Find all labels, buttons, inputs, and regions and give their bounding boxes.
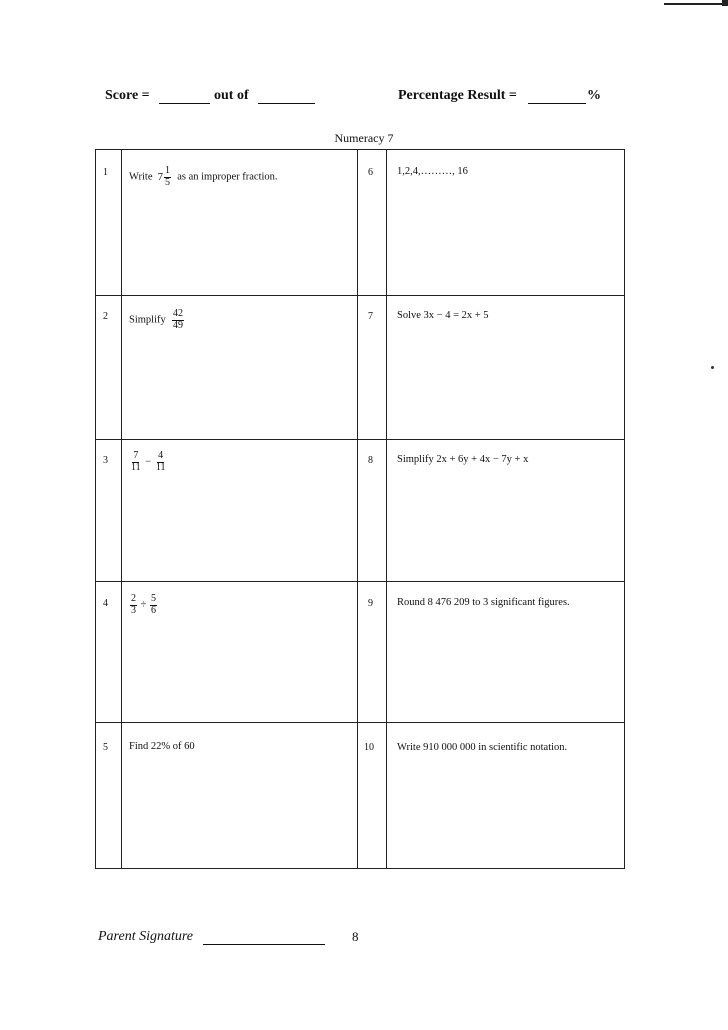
out-of-label: out of (214, 88, 249, 103)
question-text: Simplify $\frac{42}{49}$ (129, 308, 184, 331)
grid-divider (96, 581, 624, 582)
grid-divider (357, 150, 358, 868)
question-number: 3 (103, 455, 108, 466)
grid-divider (386, 150, 387, 868)
question-text: Write 910 000 000 in scientific notation. (397, 742, 568, 753)
fraction: $\frac{42}{49}$ (173, 308, 184, 331)
question-text: $\frac{7}{11}$ − $\frac{4}{11}$ (131, 450, 166, 473)
signature-blank[interactable] (203, 944, 325, 945)
scan-speck (711, 366, 714, 369)
parent-signature-label: Parent Signature (98, 929, 194, 944)
scan-edge-line (664, 3, 728, 5)
grid-divider (96, 295, 624, 296)
question-text: Solve 3x − 4 = 2x + 5 (397, 310, 489, 321)
question-number: 2 (103, 311, 108, 322)
grid-divider (121, 150, 122, 868)
question-text: Simplify 2x + 6y + 4x − 7y + x (397, 454, 529, 465)
question-number: 5 (103, 742, 108, 753)
question-grid (95, 149, 625, 869)
total-blank[interactable] (258, 103, 315, 104)
fraction: $\frac{1}{5}$ (164, 165, 170, 188)
score-blank[interactable] (159, 103, 210, 104)
percentage-label: Percentage Result = (398, 88, 517, 103)
page-number: 8 (352, 929, 359, 944)
percent-sign: % (587, 88, 601, 103)
question-text: Round 8 476 209 to 3 significant figures. (397, 597, 570, 608)
question-number: 1 (103, 167, 108, 178)
question-number: 8 (368, 455, 373, 466)
question-number: 10 (364, 742, 374, 753)
grid-divider (96, 439, 624, 440)
worksheet-title: Numeracy 7 (334, 131, 394, 145)
grid-divider (96, 722, 624, 723)
fraction: $\frac{5}{6}$ (151, 593, 157, 616)
scan-edge-mark (722, 0, 728, 6)
fraction: $\frac{4}{11}$ (155, 450, 166, 473)
mixed-number: 7 $\frac{1}{5}$ (157, 165, 170, 188)
question-number: 4 (103, 598, 108, 609)
question-number: 7 (368, 311, 373, 322)
question-number: 6 (368, 167, 373, 178)
percentage-blank[interactable] (528, 103, 586, 104)
score-label: Score = (105, 88, 150, 103)
question-text: $\frac{2}{3}$ ÷ $\frac{5}{6}$ (131, 593, 157, 616)
question-number: 9 (368, 598, 373, 609)
fraction: $\frac{2}{3}$ (131, 593, 136, 616)
fraction: $\frac{7}{11}$ (131, 450, 141, 473)
question-text: 1,2,4,………, 16 (397, 166, 468, 177)
question-text: Write 7 $\frac{1}{5}$ as an improper fraction. (129, 165, 278, 188)
question-text: Find 22% of 60 (129, 741, 195, 752)
